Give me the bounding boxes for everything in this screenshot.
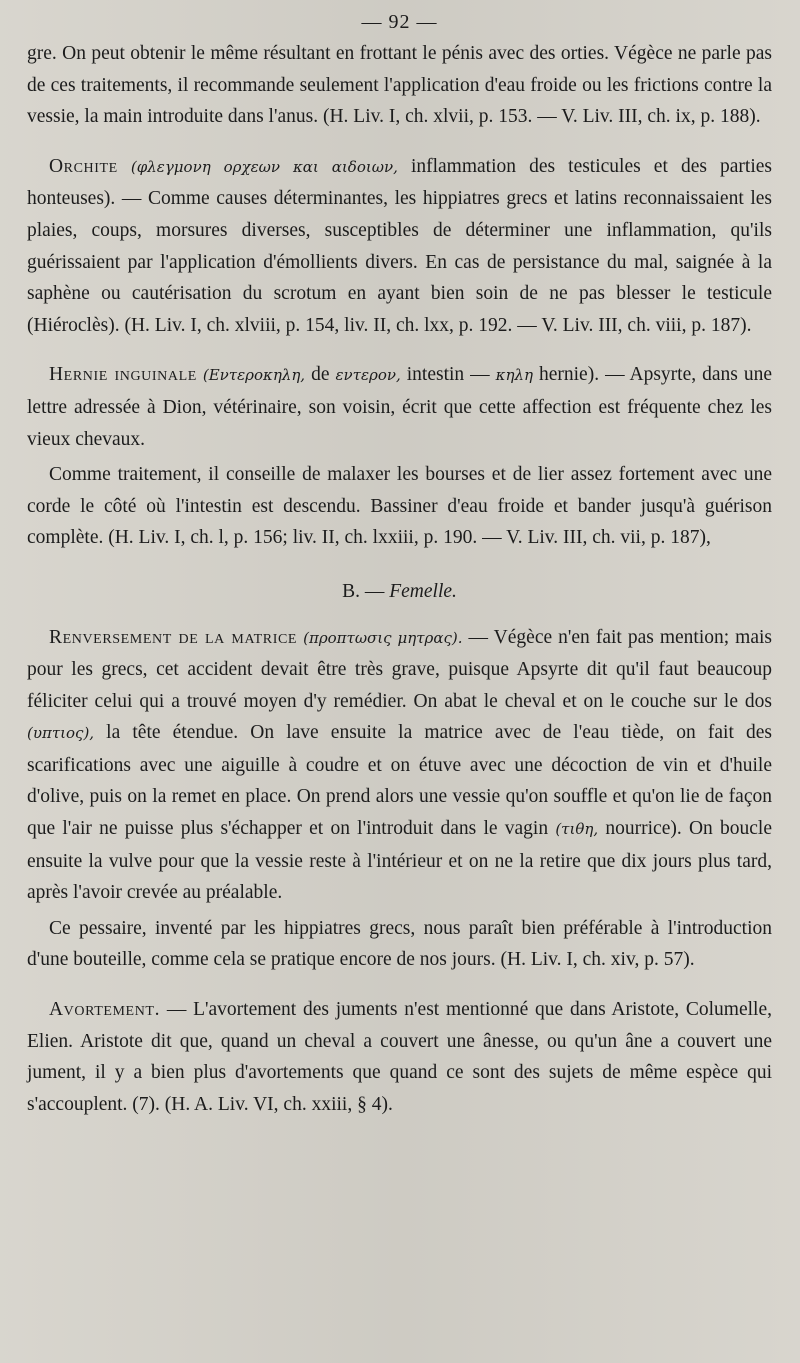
paragraph-traitement: Comme traitement, il conseille de malaxer les bourses et de lier assez fortement avec une corde le côté où l'intestin est descendu. Bassiner d'eau froide et bander jusqu'à guérison complète. (H. Liv. I, ch. l, p. 156; liv. II, ch. lxxiii, p. 190. — V. Liv. III, ch. vii, p. 187), [27, 464, 772, 549]
paragraph-renversement [27, 622, 772, 909]
paragraph-intro: gre. On peut obtenir le même résultant en frottant le pénis avec des orties. Végèce ne parle pas de ces traitements, il recommande seulement l'application d'eau froide ou les frictions contre la vessie, la main introduite dans l'anus. (H. Liv. I, ch. xlvii, p. 153. — V. Liv. III, ch. ix, p. 188). [27, 43, 772, 128]
greek-hernie-3: κηλη [495, 366, 533, 385]
avortement-text: — L'avortement des juments n'est mentionné que dans Aristote, Columelle, Elien. Aristote dit que, quand un cheval a couvert une ânesse, ou qu'un âne a couvert une jument, il y a bien plus d'avortements que quand ce sont des sujets de même espèce qui s'accouplent. (7). (H. A. Liv. VI, ch. xxiii, § 4). [27, 999, 772, 1115]
paragraph-orchite [27, 151, 772, 342]
paragraph-avortement [27, 994, 772, 1120]
orchite-text: inflammation des testicules et des parties honteuses). — Comme causes déterminantes, les hippiatres grecs et latins reconnaissaient les plaies, coups, morsures diverses, susceptibles de déterminer une inflammation, qu'ils guérissaient par l'application d'émollients divers. En cas de persistance du mal, saignée à la saphène ou cautérisation du scrotum en ayant bien soin de ne pas blesser le testicule (Hiéroclès). (H. Liv. I, ch. xlviii, p. 154, liv. II, ch. lxx, p. 192. — V. Liv. III, ch. viii, p. 187). [27, 155, 772, 336]
renversement-text-1: — Végèce n'en fait pas mention; mais pour les grecs, cet accident devait être très grave, puisque Apsyrte dit qu'il faut beaucoup féliciter celui qui a trouvé moyen d'y remédier. On abat le cheval et on le couche sur le dos [27, 626, 773, 712]
greek-orchite: (φλεγμονη ορχεων και αιδοιων, [130, 157, 398, 176]
paragraph-pessaire: Ce pessaire, inventé par les hippiatres grecs, nous paraît bien préférable à l'introduction d'une bouteille, comme cela se pratique encore de nos jours. (H. Liv. I, ch. xiv, p. 57). [27, 917, 772, 971]
page-number: — 92 — [361, 11, 438, 33]
greek-renversement-3: (τιθη, [555, 820, 599, 839]
term-orchite: Orchite [49, 155, 118, 177]
term-hernie: Hernie inguinale [49, 364, 197, 386]
greek-renversement-2: (υπτιος), [27, 724, 95, 743]
section-title: Femelle. [389, 580, 457, 602]
greek-hernie-1: (Εντεροκηλη, [202, 366, 306, 385]
renversement-text-3: nourrice). On boucle ensuite la vulve pour que la vessie reste à l'intérieur et on ne la retire que dix jours plus tard, après l'avoir crevée au préalable. [27, 818, 772, 904]
paragraph-hernie [27, 359, 772, 455]
greek-renversement: (προπτωσις μητρας). [303, 628, 463, 647]
section-heading [27, 576, 772, 608]
greek-hernie-2: εντερον, [335, 366, 401, 385]
hernie-text-2: intestin — [400, 364, 496, 386]
term-renversement: Renversement de la matrice [49, 626, 298, 648]
term-avortement: Avortement. [49, 999, 161, 1021]
renversement-text-2: la tête étendue. On lave ensuite la matrice avec de l'eau tiède, on fait des scarifications avec une aiguille à coudre et on étuve avec une décoction de vin et d'huile d'olive, puis on la remet en place. On prend alors une vessie qu'on souffle et qu'on lie de façon que l'air ne puisse plus s'échapper et on l'introduit dans le vagin [27, 722, 772, 840]
hernie-text-3: hernie). — Apsyrte, dans une lettre adressée à Dion, vétérinaire, son voisin, écrit que cette affection est fréquente chez les vieux chevaux. [27, 364, 772, 450]
section-label: B. — [342, 580, 390, 602]
hernie-text-1: de [305, 364, 336, 386]
